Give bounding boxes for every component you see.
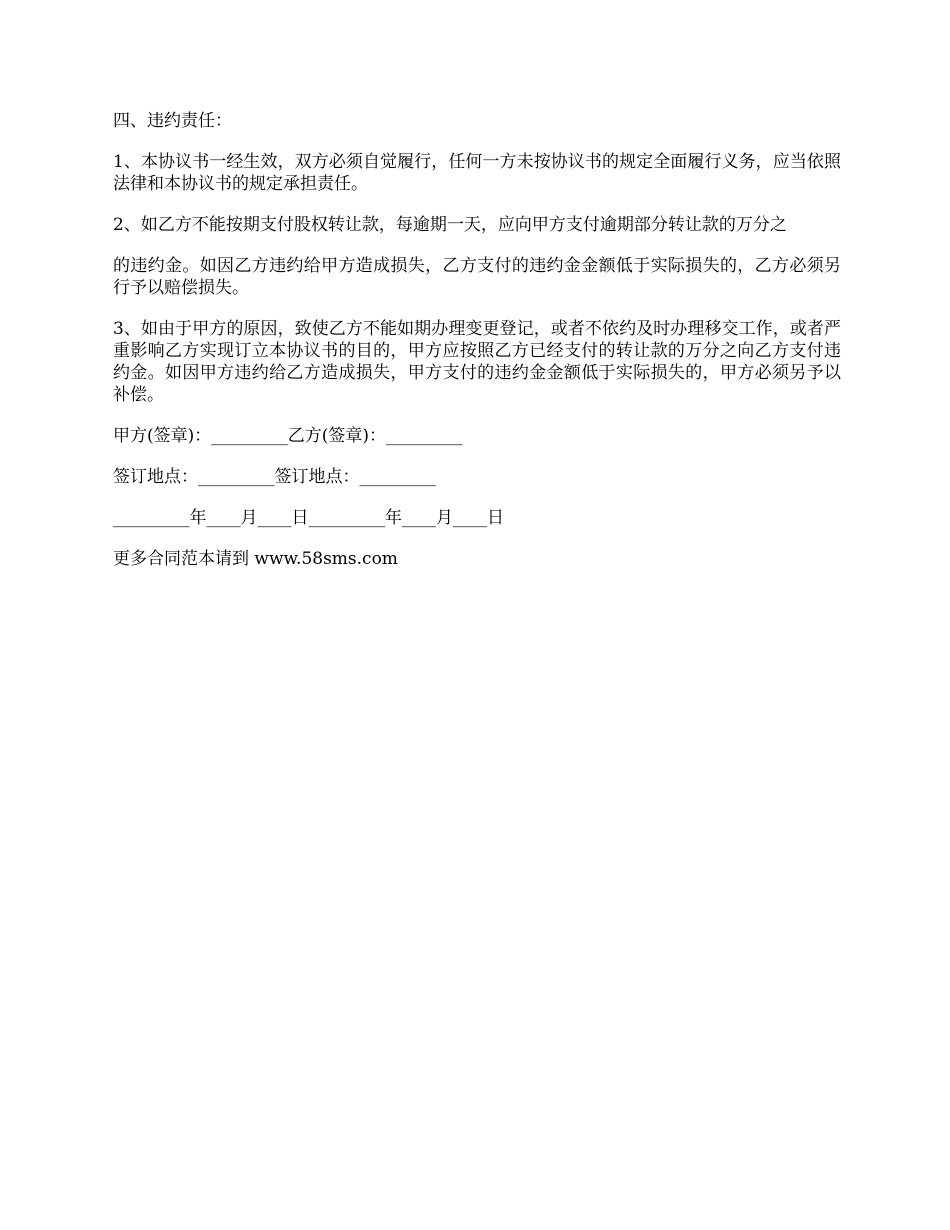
footer-link-text: 更多合同范本请到 www.58sms.com <box>113 549 398 569</box>
date-line: _________年____月____日_________年____月____日 <box>113 508 504 528</box>
paragraph-2-continued: 的违约金。如因乙方违约给甲方造成损失，乙方支付的违约金金额低于实际损失的，乙方必须另行予以赔偿损失。 <box>113 256 841 298</box>
paragraph-1: 1、本协议书一经生效，双方必须自觉履行，任何一方未按协议书的规定全面履行义务，应当依照法律和本协议书的规定承担责任。 <box>113 152 841 194</box>
document-body <box>113 110 841 589</box>
paragraph-2: 2、如乙方不能按期支付股权转让款，每逾期一天，应向甲方支付逾期部分转让款的万分之 <box>113 215 787 235</box>
signature-line: 甲方(签章)：_________乙方(签章)：_________ <box>113 426 463 446</box>
section-heading: 四、违约责任： <box>113 111 232 131</box>
paragraph-3: 3、如由于甲方的原因，致使乙方不能如期办理变更登记，或者不依约及时办理移交工作，或者严重影响乙方实现订立本协议书的目的，甲方应按照乙方已经支付的转让款的万分之向乙方支付违约金。如因甲方违约给乙方造成损失，甲方支付的违约金金额低于实际损失的，甲方必须另予以补偿。 <box>113 319 841 405</box>
signing-place-line: 签订地点：_________签订地点：_________ <box>113 467 436 487</box>
